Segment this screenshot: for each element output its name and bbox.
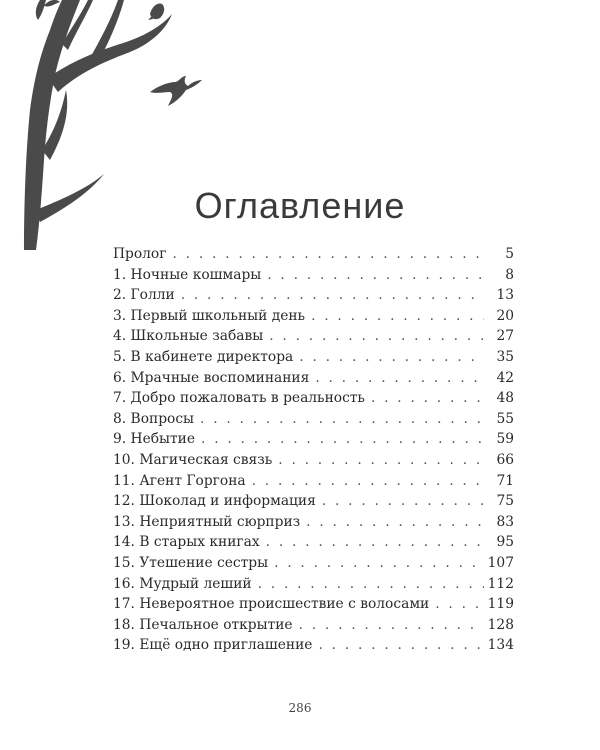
leader-dots (278, 452, 484, 468)
toc-entry[interactable] (113, 287, 514, 308)
toc-entry-title: 3. Первый школьный день (113, 307, 306, 324)
page-number: 286 (288, 701, 312, 715)
toc-entry-title: 13. Неприятный сюрприз (113, 513, 301, 530)
leader-dots (306, 514, 484, 530)
toc-entry-page: 119 (487, 596, 514, 613)
toc-entry-page: 128 (487, 616, 514, 633)
toc-entry-title: 5. В кабинете директора (113, 348, 294, 365)
leader-dots (435, 596, 483, 612)
toc-entry[interactable] (113, 267, 514, 288)
toc-entry-page: 20 (496, 307, 514, 324)
toc-entry-page: 75 (496, 493, 514, 510)
toc-entry-title: 1. Ночные кошмары (113, 266, 262, 283)
toc-entry-title: 10. Магическая связь (113, 451, 273, 468)
toc-entry[interactable] (113, 390, 514, 411)
swallow-icon (150, 76, 202, 106)
toc-entry-title: 7. Добро пожаловать в реальность (113, 390, 365, 407)
toc-entry[interactable] (113, 473, 514, 494)
leader-dots (200, 411, 484, 427)
toc-entry-page: 59 (496, 431, 514, 448)
toc-entry-title: 14. В старых книгах (113, 534, 260, 551)
leader-dots (181, 287, 484, 303)
toc-entry-page: 5 (505, 246, 514, 262)
leader-dots (258, 576, 484, 592)
toc-entry[interactable] (113, 349, 514, 370)
leader-dots (201, 431, 484, 447)
leader-dots (315, 370, 484, 386)
table-of-contents (113, 246, 514, 658)
toc-entry-page: 42 (496, 369, 514, 386)
toc-entry[interactable] (113, 452, 514, 473)
toc-entry-title: 4. Школьные забавы (113, 328, 264, 345)
toc-entry-title: 12. Шоколад и информация (113, 493, 316, 510)
toc-entry[interactable] (113, 596, 514, 617)
toc-entry[interactable] (113, 617, 514, 638)
leader-dots (267, 267, 484, 283)
leader-dots (266, 534, 484, 550)
toc-entry-title: Пролог (113, 246, 167, 262)
toc-entry-page: 107 (487, 554, 514, 571)
leader-dots (274, 555, 484, 571)
toc-entry-page: 66 (496, 451, 514, 468)
toc-entry[interactable] (113, 534, 514, 555)
toc-entry-page: 134 (487, 637, 514, 654)
toc-entry-title: 6. Мрачные воспоминания (113, 369, 310, 386)
leader-dots (299, 349, 484, 365)
toc-entry[interactable] (113, 246, 514, 267)
toc-entry-page: 35 (496, 348, 514, 365)
toc-entry[interactable] (113, 514, 514, 535)
toc-entry-title: 18. Печальное открытие (113, 616, 293, 633)
toc-entry-title: 19. Ещё одно приглашение (113, 637, 313, 654)
leader-dots (269, 328, 484, 344)
toc-entry-page: 13 (496, 287, 514, 304)
leader-dots (318, 637, 483, 653)
toc-entry-title: 8. Вопросы (113, 410, 195, 427)
toc-entry-page: 48 (496, 390, 514, 407)
toc-entry-title: 11. Агент Горгона (113, 472, 246, 489)
toc-entry-title: 16. Мудрый леший (113, 575, 252, 592)
toc-entry[interactable] (113, 493, 514, 514)
toc-entry-page: 8 (505, 266, 514, 283)
toc-entry-page: 71 (496, 472, 514, 489)
toc-entry-page: 95 (496, 534, 514, 551)
toc-entry[interactable] (113, 328, 514, 349)
toc-entry[interactable] (113, 555, 514, 576)
leader-dots (322, 493, 484, 509)
leader-dots (252, 473, 484, 489)
toc-entry-page: 83 (496, 513, 514, 530)
toc-entry-title: 9. Небытие (113, 431, 196, 448)
toc-entry-page: 55 (496, 410, 514, 427)
leader-dots (311, 308, 484, 324)
leader-dots (299, 617, 484, 633)
toc-entry[interactable] (113, 431, 514, 452)
toc-entry[interactable] (113, 637, 514, 658)
toc-entry-page: 27 (496, 328, 514, 345)
toc-entry-title: 2. Голли (113, 287, 175, 304)
leader-dots (371, 390, 484, 406)
page-title: Оглавление (194, 185, 406, 226)
toc-entry-page: 112 (487, 575, 514, 592)
toc-entry[interactable] (113, 576, 514, 597)
perched-bird-icon (148, 3, 164, 20)
leader-dots (172, 246, 484, 262)
toc-entry[interactable] (113, 411, 514, 432)
toc-entry[interactable] (113, 370, 514, 391)
toc-entry-title: 15. Утешение сестры (113, 554, 269, 571)
toc-entry[interactable] (113, 308, 514, 329)
toc-entry-title: 17. Невероятное происшествие с волосами (113, 596, 430, 613)
